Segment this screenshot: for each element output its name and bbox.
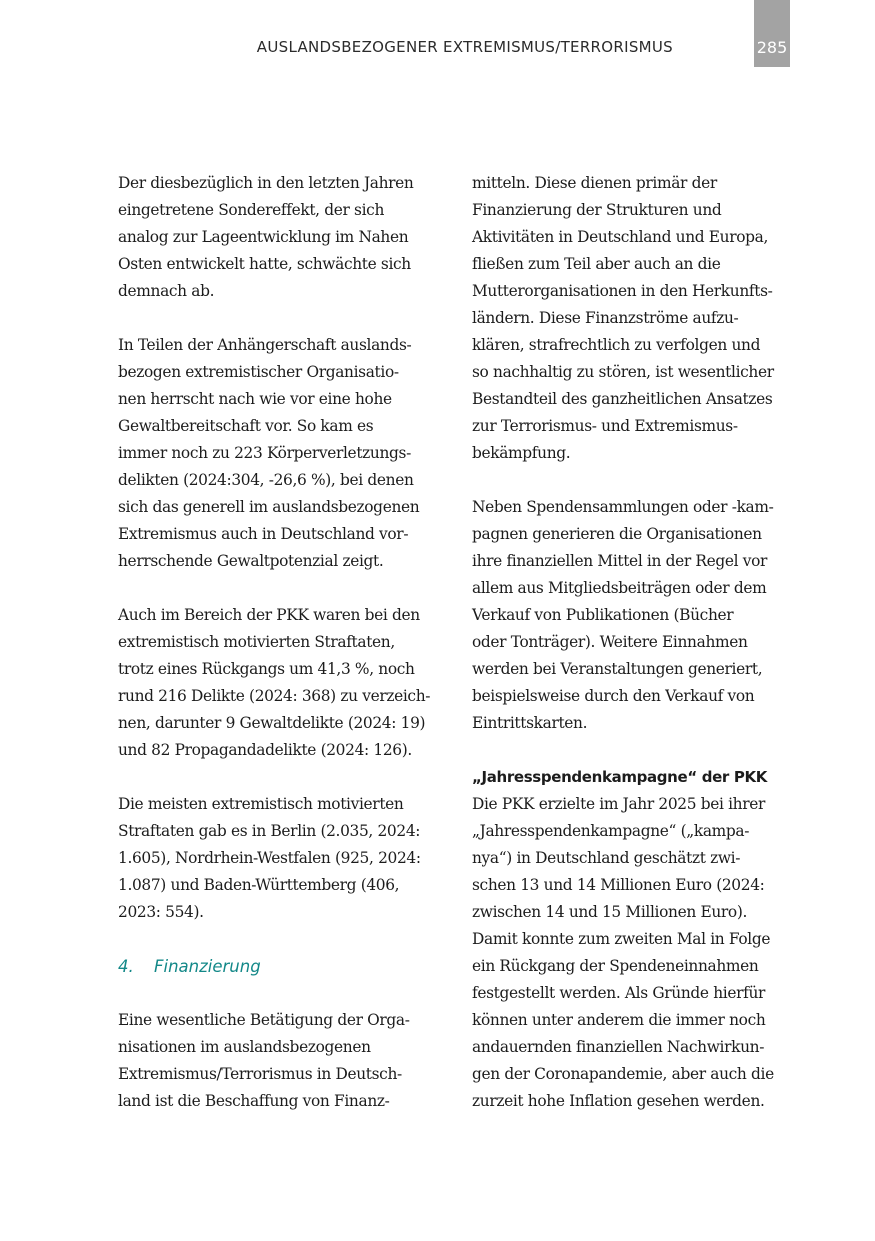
paragraph — [118, 791, 448, 926]
text-line: rund 216 Delikte (2024: 368) zu verzeich- — [118, 687, 431, 705]
text-line: 1.605), Nordrhein-Westfalen (925, 2024: — [118, 849, 421, 867]
paragraph — [472, 170, 802, 467]
text-line: Osten entwickelt hatte, schwächte sich — [118, 255, 411, 273]
text-line: 2023: 554). — [118, 903, 204, 921]
text-line: Eintrittskarten. — [472, 714, 588, 732]
text-line: extremistisch motivierten Straftaten, — [118, 633, 395, 651]
text-line: analog zur Lageentwicklung im Nahen — [118, 228, 409, 246]
text-line: festgestellt werden. Als Gründe hierfür — [472, 984, 766, 1002]
text-line: mitteln. Diese dienen primär der — [472, 174, 717, 192]
page-number: 285 — [756, 38, 788, 57]
text-line: trotz eines Rückgangs um 41,3 %, noch — [118, 660, 415, 678]
text-line: Extremismus auch in Deutschland vor- — [118, 525, 409, 543]
paragraph — [472, 791, 802, 1115]
text-line: Eine wesentliche Betätigung der Orga- — [118, 1011, 410, 1029]
text-line: zurzeit hohe Inflation gesehen werden. — [472, 1092, 765, 1110]
text-line: Verkauf von Publikationen (Bücher — [472, 606, 734, 624]
text-line: bezogen extremistischer Organisatio- — [118, 363, 399, 381]
text-line: Auch im Bereich der PKK waren bei den — [118, 606, 420, 624]
paragraph — [118, 1007, 448, 1115]
subheading: „Jahresspendenkampagne“ der PKK — [472, 768, 768, 786]
text-line: oder Tonträger). Weitere Einnahmen — [472, 633, 748, 651]
section-title: Finanzierung — [154, 957, 261, 976]
text-line: Mutterorganisationen in den Herkunfts- — [472, 282, 773, 300]
text-line: Bestandteil des ganzheitlichen Ansatzes — [472, 390, 773, 408]
paragraph — [118, 332, 448, 575]
text-line: zur Terrorismus- und Extremismus- — [472, 417, 738, 435]
text-line: pagnen generieren die Organisationen — [472, 525, 762, 543]
text-line: ein Rückgang der Spendeneinnahmen — [472, 957, 759, 975]
text-line: Die PKK erzielte im Jahr 2025 bei ihrer — [472, 795, 765, 813]
paragraph-gap — [472, 737, 802, 764]
paragraph-gap — [118, 764, 448, 791]
text-line: „Jahresspendenkampagne“ („kampa- — [472, 822, 750, 840]
section-number: 4. — [118, 957, 134, 976]
paragraph — [472, 494, 802, 737]
text-line: demnach ab. — [118, 282, 215, 300]
text-line: werden bei Veranstaltungen generiert, — [472, 660, 763, 678]
text-line: herrschende Gewaltpotenzial zeigt. — [118, 552, 384, 570]
running-title: AUSLANDSBEZOGENER EXTREMISMUS/TERRORISMUS — [256, 38, 673, 56]
text-line: nen herrscht nach wie vor eine hohe — [118, 390, 392, 408]
right-column — [472, 170, 802, 1115]
left-column — [118, 170, 448, 1115]
paragraph-gap — [118, 926, 448, 953]
text-line: delikten (2024:304, -26,6 %), bei denen — [118, 471, 414, 489]
text-line: ihre finanziellen Mittel in der Regel vor — [472, 552, 768, 570]
text-line: eingetretene Sondereffekt, der sich — [118, 201, 385, 219]
paragraph — [118, 170, 448, 305]
text-line: andauernden finanziellen Nachwirkun- — [472, 1038, 765, 1056]
paragraph-gap — [472, 467, 802, 494]
text-line: Finanzierung der Strukturen und — [472, 201, 722, 219]
text-line: Straftaten gab es in Berlin (2.035, 2024: — [118, 822, 421, 840]
text-line: Extremismus/Terrorismus in Deutsch- — [118, 1065, 402, 1083]
text-line: nya“) in Deutschland geschätzt zwi- — [472, 849, 741, 867]
paragraph-gap — [118, 305, 448, 332]
text-line: Aktivitäten in Deutschland und Europa, — [472, 228, 769, 246]
page-number-tab — [754, 0, 790, 67]
paragraph-gap — [118, 575, 448, 602]
text-line: nisationen im auslandsbezogenen — [118, 1038, 371, 1056]
text-line: beispielsweise durch den Verkauf von — [472, 687, 755, 705]
text-line: schen 13 und 14 Millionen Euro (2024: — [472, 876, 765, 894]
text-line: land ist die Beschaffung von Finanz- — [118, 1092, 390, 1110]
text-line: sich das generell im auslandsbezogenen — [118, 498, 420, 516]
text-line: Der diesbezüglich in den letzten Jahren — [118, 174, 414, 192]
page-header — [0, 0, 875, 67]
text-line: zwischen 14 und 15 Millionen Euro). — [472, 903, 748, 921]
paragraph-gap — [118, 980, 448, 1007]
text-line: so nachhaltig zu stören, ist wesentlicher — [472, 363, 774, 381]
text-line: allem aus Mitgliedsbeiträgen oder dem — [472, 579, 767, 597]
text-line: und 82 Propagandadelikte (2024: 126). — [118, 741, 412, 759]
text-line: klären, strafrechtlich zu verfolgen und — [472, 336, 761, 354]
text-line: können unter anderem die immer noch — [472, 1011, 766, 1029]
section-heading — [118, 953, 448, 980]
text-line: Neben Spendensammlungen oder -kam- — [472, 498, 774, 516]
text-line: nen, darunter 9 Gewaltdelikte (2024: 19) — [118, 714, 426, 732]
paragraph — [118, 602, 448, 764]
text-line: immer noch zu 223 Körperverletzungs- — [118, 444, 411, 462]
text-line: 1.087) und Baden-Württemberg (406, — [118, 876, 400, 894]
text-line: fließen zum Teil aber auch an die — [472, 255, 721, 273]
text-line: Damit konnte zum zweiten Mal in Folge — [472, 930, 771, 948]
text-line: ländern. Diese Finanzströme aufzu- — [472, 309, 739, 327]
text-line: In Teilen der Anhängerschaft auslands- — [118, 336, 412, 354]
text-line: Die meisten extremistisch motivierten — [118, 795, 404, 813]
text-line: Gewaltbereitschaft vor. So kam es — [118, 417, 374, 435]
text-line: bekämpfung. — [472, 444, 571, 462]
text-line: gen der Coronapandemie, aber auch die — [472, 1065, 774, 1083]
